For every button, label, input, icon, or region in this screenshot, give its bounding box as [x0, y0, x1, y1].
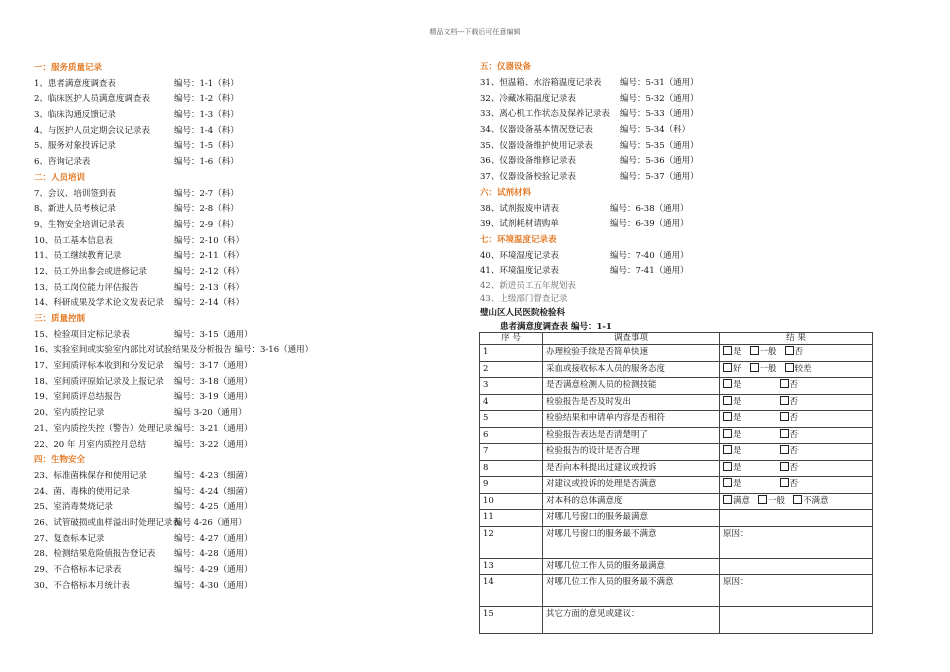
record-list-right [480, 62, 699, 334]
record-code: 编号 3-20（通用） [174, 408, 247, 419]
record-item [480, 202, 689, 218]
survey-row-result [720, 361, 873, 378]
survey-row-result [720, 378, 873, 395]
record-item [34, 422, 313, 438]
option-label: 否 [789, 429, 799, 440]
record-code: 编号：3-17（通用） [174, 361, 253, 372]
record-item [34, 202, 313, 218]
survey-row-result [720, 394, 873, 411]
survey-option[interactable] [723, 428, 742, 444]
record-label: 4、与医护人员定期会议记录表 [34, 125, 150, 136]
survey-row-number: 3 [480, 378, 543, 395]
checkbox-icon[interactable] [780, 429, 789, 438]
record-label: 11、员工继续教育记录 [34, 251, 122, 262]
record-code: 编号：1-5（科） [174, 141, 239, 152]
page-header: 精品文档---下载后可任意编辑 [429, 28, 521, 36]
option-label: 否 [789, 380, 799, 390]
record-item [480, 107, 699, 123]
record-item [480, 217, 689, 233]
record-code: 编号：2-7（科） [174, 188, 239, 199]
survey-row-item: 对本科的总体满意度 [543, 493, 720, 510]
record-code: 编号：5-33（通用） [620, 109, 699, 120]
survey-option[interactable] [780, 428, 799, 444]
survey-row-item: 是否满意检测人员的检测技能 [543, 378, 720, 395]
survey-row-number: 2 [480, 361, 543, 378]
survey-row [480, 411, 873, 428]
option-label: 是 [733, 429, 742, 440]
record-label: 19、室间质评总结报告 [34, 392, 122, 403]
option-label: 否 [789, 446, 799, 456]
record-code: 编号：4-28（通用） [174, 549, 253, 560]
survey-option[interactable] [723, 477, 742, 493]
survey-option[interactable] [723, 362, 742, 378]
record-item [34, 469, 313, 485]
record-item [34, 234, 313, 250]
record-code: 编号：5-37（通用） [620, 172, 699, 183]
record-item [34, 579, 313, 595]
survey-row-number: 4 [480, 394, 543, 411]
survey-option[interactable] [780, 477, 799, 493]
record-code: 编号：1-3（科） [174, 110, 239, 121]
section-title: 七：环境温度记录表 [480, 234, 557, 245]
option-label: 满意 [733, 495, 751, 506]
record-item [480, 92, 699, 108]
record-code: 编号：2-9（科） [174, 219, 239, 230]
checkbox-icon[interactable] [793, 495, 802, 504]
record-item [34, 108, 313, 124]
record-item [34, 438, 313, 454]
record-item [34, 516, 313, 532]
record-code: 编号：2-14（科） [174, 298, 245, 309]
record-code: 编号：4-27（通用） [174, 533, 253, 544]
record-label: 38、试剂报废申请表 [480, 203, 559, 214]
survey-option[interactable] [780, 395, 799, 411]
record-item [34, 343, 313, 359]
record-label: 30、不合格标本月统计表 [34, 580, 130, 591]
section-title: 四：生物安全 [34, 455, 86, 466]
section-title: 三：质量控制 [34, 314, 86, 325]
record-label: 6、咨询记录表 [34, 157, 91, 168]
survey-row-item: 对哪几位工作人员的服务最满意 [543, 558, 720, 575]
record-label: 36、仪器设备维修记录表 [480, 156, 576, 167]
record-label: 24、菌、毒株的使用记录 [34, 486, 130, 497]
survey-option[interactable] [723, 378, 742, 394]
option-label: 是 [733, 479, 742, 489]
option-label: 否 [789, 413, 799, 423]
extra-item: 43、上级部门督查记录 [480, 293, 568, 304]
survey-row-item: 采血或接收标本人员的服务态度 [543, 361, 720, 378]
record-code: 编号：3-21（通用） [174, 423, 253, 434]
survey-row-result [720, 607, 873, 634]
record-label: 39、试剂耗材请购单 [480, 219, 559, 230]
checkbox-icon[interactable] [780, 478, 789, 487]
checkbox-icon[interactable] [723, 495, 732, 504]
record-item [34, 281, 313, 297]
survey-row-result [720, 575, 873, 607]
checkbox-icon[interactable] [780, 445, 789, 454]
survey-row-number: 6 [480, 427, 543, 444]
reason-label: 原因： [723, 528, 749, 539]
survey-title: 患者满意度调查表 编号：1-1 [500, 321, 612, 332]
checkbox-icon[interactable] [723, 396, 732, 405]
record-item [34, 563, 313, 579]
record-item [34, 547, 313, 563]
record-code: 编号：5-34（科） [620, 125, 691, 136]
record-label: 23、标准菌株保存和使用记录 [34, 470, 147, 481]
survey-option[interactable] [780, 461, 799, 477]
record-label: 1、患者满意度调查表 [34, 78, 116, 89]
survey-row [480, 493, 873, 510]
survey-row [480, 361, 873, 378]
checkbox-icon[interactable] [750, 346, 759, 355]
record-label: 22、20 年 月室内质控月总结 [34, 439, 147, 450]
survey-row-number: 15 [480, 607, 543, 634]
option-label: 是 [733, 396, 742, 407]
record-code: 编号：2-10（科） [174, 235, 245, 246]
record-label: 15、检验项目定标记录表 [34, 329, 130, 340]
record-label: 33、离心机工作状态及保养记录表 [480, 109, 610, 120]
record-item [34, 375, 313, 391]
section-title: 六：试剂材料 [480, 187, 532, 198]
option-label: 不满意 [803, 495, 829, 506]
survey-row-item: 其它方面的意见或建议： [543, 607, 720, 634]
extra-item: 42、新进员工五年规划表 [480, 280, 576, 291]
survey-row-result [720, 411, 873, 428]
survey-row-result [720, 345, 873, 362]
record-code: 编号 4-26（通用） [174, 518, 247, 528]
checkbox-icon[interactable] [780, 462, 789, 471]
record-item [480, 123, 691, 139]
survey-row-item: 对哪几号窗口的服务最满意 [543, 510, 720, 527]
option-label: 否 [789, 479, 799, 489]
survey-option[interactable] [723, 395, 742, 411]
survey-option[interactable] [750, 362, 777, 378]
survey-row-number: 1 [480, 345, 543, 362]
survey-row [480, 558, 873, 575]
survey-row [480, 575, 873, 607]
record-code: 编号：4-29（通用） [174, 565, 253, 576]
option-label: 一般 [768, 495, 786, 506]
record-item [34, 92, 313, 108]
checkbox-icon[interactable] [785, 346, 794, 355]
survey-option[interactable] [723, 444, 742, 460]
survey-row-item: 是否向本科提出过建议或投诉 [543, 460, 720, 477]
survey-row [480, 510, 873, 527]
survey-option[interactable] [785, 345, 804, 361]
survey-row [480, 394, 873, 411]
record-code: 编号：3-15（通用） [174, 329, 253, 340]
survey-option[interactable] [780, 411, 799, 427]
record-code: 编号：5-35（通用） [620, 140, 699, 151]
survey-row-number: 13 [480, 558, 543, 575]
record-label: 12、员工外出参会或进修记录 [34, 266, 147, 277]
record-label: 25、室消毒焚烧记录 [34, 502, 113, 513]
survey-row [480, 526, 873, 558]
survey-row [480, 477, 873, 494]
survey-row-number: 8 [480, 460, 543, 477]
record-label: 28、检测结果危险值报告登记表 [34, 549, 156, 560]
survey-row-number: 7 [480, 444, 543, 461]
survey-header-row [480, 333, 873, 345]
option-label: 一般 [759, 347, 777, 357]
survey-option[interactable] [723, 494, 750, 510]
record-label: 21、室内质控失控（警告）处理记录 [34, 423, 173, 434]
record-label: 37、仪器设备校验记录表 [480, 172, 576, 183]
record-item [34, 77, 313, 93]
record-item [34, 139, 313, 155]
record-item [480, 139, 699, 155]
survey-row-number: 11 [480, 510, 543, 527]
survey-option[interactable] [723, 411, 742, 427]
record-code: 编号：1-2（科） [174, 94, 239, 105]
record-item [34, 218, 313, 234]
record-code: 编号：1-4（科） [174, 125, 239, 136]
record-code: 编号：4-23（细菌） [174, 470, 253, 481]
record-label: 18、室间质评原始记录及上报记录 [34, 376, 164, 387]
record-item [480, 249, 689, 265]
record-code: 编号：4-24（细菌） [174, 486, 253, 497]
record-label: 9、生物安全培训记录表 [34, 219, 125, 230]
record-code: 编号：6-38（通用） [610, 203, 689, 214]
survey-row [480, 427, 873, 444]
survey-option[interactable] [750, 345, 777, 361]
record-label: 34、仪器设备基本情况登记表 [480, 125, 593, 136]
record-item [34, 124, 313, 140]
survey-row [480, 345, 873, 362]
header-item: 调查事项 [543, 333, 720, 345]
record-item [34, 155, 313, 171]
record-label: 20、室内质控记录 [34, 408, 105, 419]
checkbox-icon[interactable] [723, 462, 732, 471]
record-code: 编号：7-40（通用） [610, 250, 689, 261]
record-label: 3、临床沟通反馈记录 [34, 110, 116, 121]
option-label: 否 [789, 396, 799, 407]
record-code: 编号：4-30（通用） [174, 580, 253, 591]
survey-row-item: 对建议或投诉的处理是否满意 [543, 477, 720, 494]
checkbox-icon[interactable] [723, 445, 732, 454]
checkbox-icon[interactable] [750, 363, 759, 372]
option-label: 否 [789, 462, 799, 473]
record-item [34, 485, 313, 501]
survey-row-number: 14 [480, 575, 543, 607]
satisfaction-survey-table [479, 332, 873, 634]
record-code: 编号：4-25（通用） [174, 502, 253, 513]
section-title: 五：仪器设备 [480, 62, 532, 73]
record-code: 编号：3-19（通用） [174, 392, 253, 403]
record-code: 编号：5-31（通用） [620, 78, 699, 89]
record-code: 编号：2-8（科） [174, 204, 239, 215]
record-item [34, 359, 313, 375]
option-label: 是 [733, 347, 742, 357]
record-code: 编号：6-39（通用） [610, 219, 689, 230]
survey-row [480, 378, 873, 395]
header-result: 结 果 [720, 333, 873, 345]
record-code: 编号：3-18（通用） [174, 376, 253, 387]
checkbox-icon[interactable] [780, 412, 789, 421]
record-label: 13、员工岗位能力评估报告 [34, 282, 139, 293]
record-item [34, 328, 313, 344]
record-list-left [34, 61, 313, 594]
record-code: 编号：1-6（科） [174, 157, 239, 168]
record-code: 编号：5-32（通用） [620, 93, 699, 104]
record-label: 31、恒温箱、水浴箱温度记录表 [480, 78, 602, 89]
record-code: 编号：7-41（通用） [610, 266, 689, 277]
survey-row [480, 607, 873, 634]
option-label: 是 [733, 462, 742, 473]
section-title: 一：服务质量记录 [34, 63, 103, 73]
survey-row-result [720, 444, 873, 461]
record-item [34, 390, 313, 406]
option-label: 好 [733, 363, 742, 374]
survey-row-item: 对哪几号窗口的服务最不满意 [543, 526, 720, 558]
record-label: 2、临床医护人员满意度调查表 [34, 94, 150, 105]
survey-row-item: 检验报告表达是否清楚明了 [543, 427, 720, 444]
survey-option[interactable] [780, 378, 799, 394]
survey-option[interactable] [785, 362, 812, 378]
survey-row-number: 12 [480, 526, 543, 558]
survey-row-result [720, 526, 873, 558]
record-item [480, 170, 699, 186]
record-item [34, 500, 313, 516]
header-number: 序 号 [480, 333, 543, 345]
survey-option[interactable] [793, 494, 829, 510]
survey-option[interactable] [758, 494, 785, 510]
record-label: 7、会议、培训签到表 [34, 188, 116, 199]
record-code: 编号：2-12（科） [174, 266, 245, 277]
record-item [34, 406, 313, 422]
survey-option[interactable] [780, 444, 799, 460]
survey-row-item: 办理检验手续是否简单快速 [543, 345, 720, 362]
survey-row-result [720, 460, 873, 477]
checkbox-icon[interactable] [723, 412, 732, 421]
record-code: 编号：2-13（科） [174, 282, 245, 293]
checkbox-icon[interactable] [785, 363, 794, 372]
checkbox-icon[interactable] [723, 478, 732, 487]
option-label: 是 [733, 413, 742, 423]
record-label: 10、员工基本信息表 [34, 235, 113, 246]
record-code: 编号：1-1（科） [174, 78, 239, 89]
record-label: 27、复查标本记录 [34, 533, 105, 544]
option-label: 一般 [759, 363, 777, 374]
checkbox-icon[interactable] [723, 346, 732, 355]
record-item [480, 76, 699, 92]
survey-option[interactable] [723, 461, 742, 477]
record-label: 8、新进人员考核记录 [34, 204, 116, 215]
record-item [34, 265, 313, 281]
record-label: 26、试管破损或血样溢出时处理记录表 [34, 518, 181, 528]
record-item [480, 264, 689, 280]
record-label: 17、室间质评标本收到和分发记录 [34, 361, 164, 372]
survey-row-number: 5 [480, 411, 543, 428]
checkbox-icon[interactable] [780, 396, 789, 405]
record-item [34, 187, 313, 203]
survey-row [480, 444, 873, 461]
survey-row [480, 460, 873, 477]
record-label: 32、冷藏冰箱温度记录表 [480, 93, 576, 104]
survey-row-number: 9 [480, 477, 543, 494]
checkbox-icon[interactable] [723, 429, 732, 438]
checkbox-icon[interactable] [758, 495, 767, 504]
option-label: 是 [733, 446, 742, 456]
option-label: 否 [794, 347, 804, 357]
survey-row-result [720, 510, 873, 527]
record-code: 编号：2-11（科） [174, 251, 245, 262]
record-label: 5、服务对象投诉记录 [34, 141, 116, 152]
reason-label: 原因： [723, 577, 749, 587]
survey-row-item: 检验报告是否及时发出 [543, 394, 720, 411]
record-item [34, 296, 313, 312]
survey-row-result [720, 493, 873, 510]
record-label: 41、环境温度记录表 [480, 266, 559, 277]
survey-row-number: 10 [480, 493, 543, 510]
survey-option[interactable] [723, 345, 742, 361]
survey-row-result [720, 558, 873, 575]
record-item [34, 532, 313, 548]
record-label: 14、科研成果及学术论文发表记录 [34, 298, 164, 309]
survey-row-item: 检验结果和申请单内容是否相符 [543, 411, 720, 428]
record-label: 29、不合格标本记录表 [34, 565, 122, 576]
record-label: 35、仪器设备维护使用记录表 [480, 140, 593, 151]
survey-organization: 璧山区人民医院检验科 [480, 307, 566, 318]
survey-row-item: 检验报告的设计是否合理 [543, 444, 720, 461]
record-label: 40、环境湿度记录表 [480, 250, 559, 261]
survey-row-result [720, 427, 873, 444]
checkbox-icon[interactable] [780, 379, 789, 388]
survey-row-item: 对哪几位工作人员的服务最不满意 [543, 575, 720, 607]
checkbox-icon[interactable] [723, 379, 732, 388]
option-label: 是 [733, 380, 742, 390]
option-label: 较差 [794, 363, 812, 374]
record-label: 16、实验室间或实验室内部比对试验结果及分析报告 编号：3-16（通用） [34, 345, 314, 356]
record-item [34, 249, 313, 265]
checkbox-icon[interactable] [723, 363, 732, 372]
section-title: 二：人员培训 [34, 172, 86, 183]
record-code: 编号：3-22（通用） [174, 439, 253, 450]
record-item [480, 154, 699, 170]
record-code: 编号：5-36（通用） [620, 156, 699, 167]
survey-row-result [720, 477, 873, 494]
